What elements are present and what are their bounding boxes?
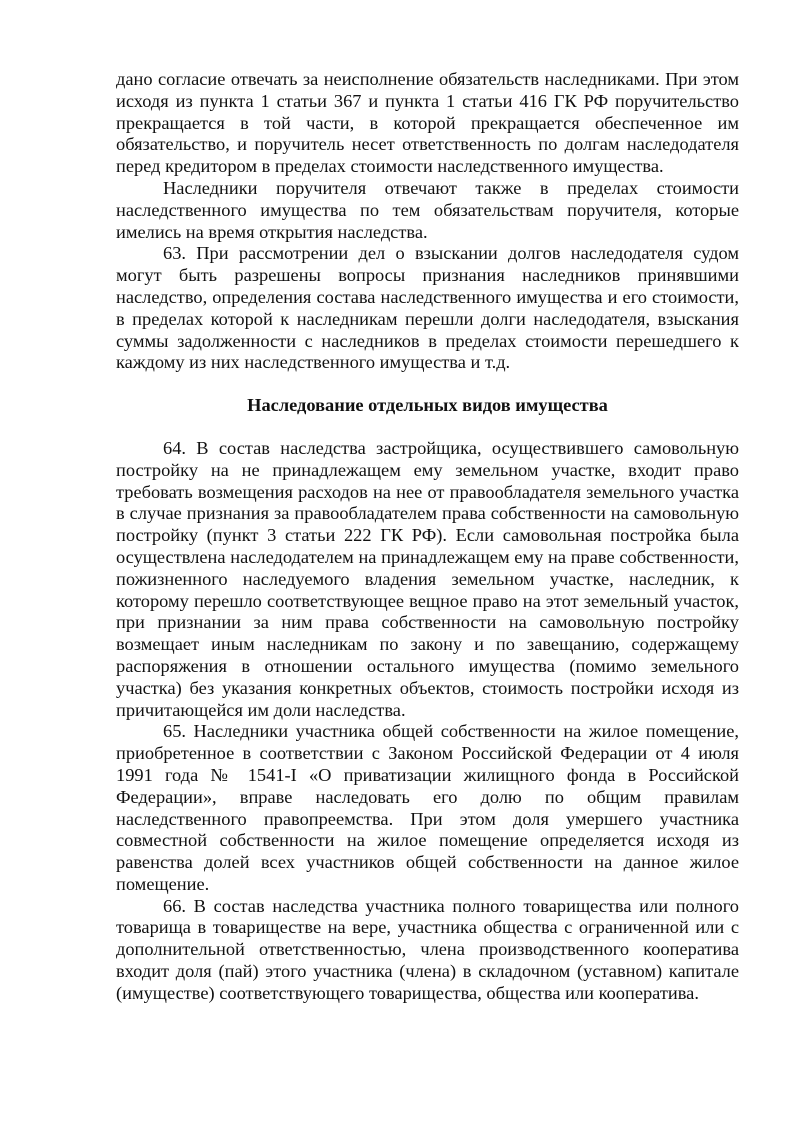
paragraph-64: 64. В состав наследства застройщика, осуществившего самовольную постройку на не принадлежащем ему земельном участке, входит право требовать возмещения расходов на нее от правообладателя земельного участка в случае признания за правообладателем права собственности на самовольную постройку (пункт 3 статьи 222 ГК РФ). Если самовольная постройка была осуществлена наследодателем на принадлежащем ему на праве собственности, пожизненного наследуемого владения земельном участке, наследник, к которому перешло соответствующее вещное право на этот земельный участок, при признании за ним права собственности на самовольную постройку возмещает иным наследникам по закону и по завещанию, содержащему распоряжения в отношении остального имущества (помимо земельного участка) без указания конкретных объектов, стоимость постройки исходя из причитающейся им доли наследства. [116,437,739,720]
paragraph-guarantor-heirs: Наследники поручителя отвечают также в пределах стоимости наследственного имущества по тем обязательствам поручителя, которые имелись на время открытия наследства. [116,177,739,242]
paragraph-continuation: дано согласие отвечать за неисполнение обязательств наследниками. При этом исходя из пункта 1 статьи 367 и пункта 1 статьи 416 ГК РФ поручительство прекращается в той части, в которой прекращается обеспеченное им обязательство, и поручитель несет ответственность по долгам наследодателя перед кредитором в пределах стоимости наследственного имущества. [116,69,739,177]
document-page [116,69,739,1005]
paragraph-63: 63. При рассмотрении дел о взыскании долгов наследодателя судом могут быть разрешены вопросы признания наследников принявшими наследство, определения состава наследственного имущества и его стоимости, в пределах которой к наследникам перешли долги наследодателя, взыскания суммы задолженности с наследников в пределах стоимости перешедшего к каждому из них наследственного имущества и т.д. [116,243,739,373]
paragraph-65: 65. Наследники участника общей собственности на жилое помещение, приобретенное в соответствии с Законом Российской Федерации от 4 июля 1991 года № 1541-I «О приватизации жилищного фонда в Российской Федерации», вправе наследовать его долю по общим правилам наследственного правопреемства. При этом доля умершего участника совместной собственности на жилое помещение определяется исходя из равенства долей всех участников общей собственности на данное жилое помещение. [116,721,739,894]
section-heading: Наследование отдельных видов имущества [247,395,608,416]
paragraph-66: 66. В состав наследства участника полного товарищества или полного товарища в товариществе на вере, участника общества с ограниченной или с дополнительной ответственностью, члена производственного кооператива входит доля (пай) этого участника (члена) в складочном (уставном) капитале (имуществе) соответствующего товарищества, общества или кооператива. [116,895,739,1003]
